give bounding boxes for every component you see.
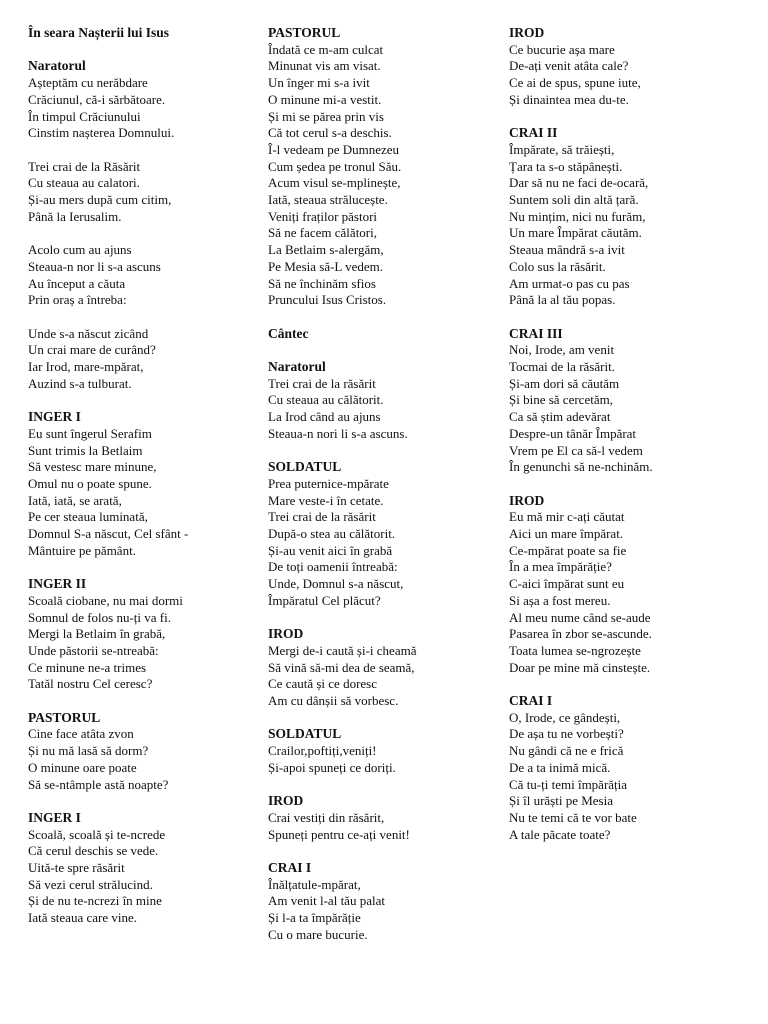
section-crai-iii <box>509 326 749 476</box>
text-column-3 <box>509 25 749 843</box>
verse-line: Al meu nume când se-aude <box>509 609 651 625</box>
verse-line: Mergi de-i caută și-i cheamă <box>268 642 417 658</box>
verse-line: Am venit l-al tău palat <box>268 893 385 909</box>
section-heading: CRAI I <box>268 860 312 876</box>
verse-line: Tocmai de la răsărit. <box>509 359 615 375</box>
column-2-sections <box>268 25 508 944</box>
verse-line: Și dinaintea mea du-te. <box>509 91 629 107</box>
verse-line: Toata lumea se-ngrozește <box>509 642 641 658</box>
verse-line: Înălțatule-mpărat, <box>268 876 361 892</box>
verse-line: Împărate, să trăiești, <box>509 141 615 157</box>
verse-line: De a ta inimă mică. <box>509 759 611 775</box>
verse-line: Să vezi cerul strălucind. <box>28 876 153 892</box>
verse-line: Colo sus la răsărit. <box>509 258 606 274</box>
verse-line: Si așa a fost mereu. <box>509 592 611 608</box>
verse-line: Ce-mpărat poate sa fie <box>509 542 627 558</box>
verse-line: Steaua-n nor li s-a ascuns <box>28 258 161 274</box>
section-irod <box>509 25 749 109</box>
verse-line: O minune oare poate <box>28 759 137 775</box>
section-heading: SOLDATUL <box>268 726 342 742</box>
section-stanza <box>28 326 268 393</box>
verse-line: Domnul S-a născut, Cel sfânt - <box>28 526 189 542</box>
section-heading: IROD <box>509 492 545 508</box>
section-pastorul <box>28 710 268 794</box>
verse-line: Și-au mers după cum citim, <box>28 192 172 207</box>
verse-line: Unde păstorii se-ntreabă: <box>28 642 159 658</box>
verse-line: Sunt trimis la Betlaim <box>28 442 143 458</box>
section-crai-i <box>509 693 749 843</box>
verse-line: Că tot cerul s-a deschis. <box>268 125 392 141</box>
verse-line: Un înger mi s-a ivit <box>268 75 370 91</box>
verse-line: Până la Ierusalim. <box>28 208 122 224</box>
verse-line: Mântuire pe pământ. <box>28 542 136 558</box>
verse-line: Până la al tău popas. <box>509 292 616 308</box>
verse-line: O, Irode, ce gândești, <box>509 709 621 725</box>
verse-line: Crai vestiți din răsărit, <box>268 809 385 825</box>
verse-line: Scoală ciobane, nu mai dormi <box>28 592 183 608</box>
section-heading: PASTORUL <box>268 25 341 40</box>
verse-line: Să vestesc mare minune, <box>28 459 157 475</box>
verse-line: Cum ședea pe tronul Său. <box>268 158 402 174</box>
verse-line: Am urmat-o pas cu pas <box>509 275 630 291</box>
verse-line: Și-apoi spuneți ce doriți. <box>268 759 396 775</box>
verse-line: Iar Irod, mare-mpărat, <box>28 359 144 374</box>
verse-line: Cu o mare bucurie. <box>268 926 368 942</box>
column-1-sections <box>28 58 268 926</box>
verse-line: A tale păcate toate? <box>509 826 611 842</box>
verse-line: Omul nu o poate spune. <box>28 475 152 491</box>
verse-line: Nu te temi că te vor bate <box>509 809 637 825</box>
verse-line: Veniți fraților păstori <box>268 208 378 224</box>
verse-line: Prea puternice-mpărate <box>268 475 389 491</box>
section-pastorul <box>268 25 508 309</box>
verse-line: Și de nu te-ncrezi în mine <box>28 893 162 909</box>
verse-line: Iată, steaua strălucește. <box>268 192 388 208</box>
verse-line: Crăciunul, că-i sărbătoare. <box>28 91 166 107</box>
verse-line: Cinstim nașterea Domnului. <box>28 125 175 141</box>
section-inger-i <box>28 409 268 559</box>
verse-line: Nu mințim, nici nu furăm, <box>509 208 646 224</box>
section-heading: PASTORUL <box>28 709 101 725</box>
verse-line: Și mi se părea prin vis <box>268 108 384 124</box>
verse-line: Ce bucurie așa mare <box>509 41 615 57</box>
verse-line: Să ne facem călători, <box>268 225 377 241</box>
section-cantec <box>268 326 508 343</box>
verse-line: Și nu mă lasă să dorm? <box>28 743 149 759</box>
verse-line: Pe Mesia să-L vedem. <box>268 258 384 274</box>
verse-line: Trei crai de la răsărit <box>268 509 376 525</box>
verse-line: Mare veste-i în cetate. <box>268 492 384 508</box>
verse-line: Să ne închinăm sfios <box>268 275 376 291</box>
verse-line: După-o stea au călătorit. <box>268 526 396 542</box>
verse-line: Pe cer steaua luminată, <box>28 509 148 525</box>
verse-line: Țara ta s-o stăpânești. <box>509 158 623 174</box>
verse-line: Iată, iată, se arată, <box>28 492 122 508</box>
verse-line: Suntem soli din altă țară. <box>509 192 639 208</box>
verse-line: Pruncului Isus Cristos. <box>268 292 387 308</box>
section-naratorul <box>268 359 508 443</box>
verse-line: Unde, Domnul s-a născut, <box>268 576 404 592</box>
verse-line: Prin oraș a întreba: <box>28 292 127 308</box>
section-naratorul <box>28 58 268 142</box>
section-heading: Naratorul <box>268 359 326 375</box>
section-heading: CRAI III <box>509 325 563 341</box>
verse-line: Î-l vedeam pe Dumnezeu <box>268 141 400 157</box>
verse-line: Și-au venit aici în grabă <box>268 542 393 558</box>
section-soldatul <box>268 459 508 609</box>
verse-line: Somnul de folos nu-ți va fi. <box>28 609 171 625</box>
section-heading: INGER II <box>28 576 87 592</box>
verse-line: Minunat vis am visat. <box>268 58 381 74</box>
verse-line: Doar pe mine mă cinstește. <box>509 659 651 675</box>
verse-line: Ca să știm adevărat <box>509 409 611 425</box>
section-heading: CRAI I <box>509 693 553 709</box>
verse-line: În timpul Crăciunului <box>28 108 141 124</box>
verse-line: Eu mă mir c-ați căutat <box>509 509 625 525</box>
section-soldatul <box>268 726 508 776</box>
verse-line: Un mare Împărat căutăm. <box>509 225 642 241</box>
verse-line: Îndată ce m-am culcat <box>268 41 384 57</box>
verse-line: Tatăl nostru Cel ceresc? <box>28 676 153 692</box>
verse-line: Iată steaua care vine. <box>28 910 137 926</box>
verse-line: Așteptăm cu nerăbdare <box>28 75 148 91</box>
section-heading: INGER I <box>28 409 81 425</box>
verse-line: Cine face atâta zvon <box>28 726 134 742</box>
verse-line: Crailor,poftiți,veniți! <box>268 743 377 759</box>
verse-line: Unde s-a născut zicând <box>28 325 149 341</box>
verse-line: Cu steaua au călătorit. <box>268 392 384 408</box>
verse-line: Să vină să-mi dea de seamă, <box>268 659 415 675</box>
verse-line: Și l-a ta împărăție <box>268 910 361 926</box>
verse-line: Trei crai de la răsărit <box>268 375 376 391</box>
verse-line: Ce caută și ce doresc <box>268 676 378 692</box>
verse-line: Vrem pe El ca să-l vedem <box>509 442 643 458</box>
column-3-sections <box>509 25 749 843</box>
verse-line: Cu steaua au calatori. <box>28 175 140 191</box>
section-inger-ii <box>28 576 268 693</box>
verse-line: Auzind s-a tulburat. <box>28 375 132 391</box>
verse-line: În a mea împărăție? <box>509 559 612 575</box>
verse-line: Aici un mare împărat. <box>509 526 624 542</box>
section-crai-i <box>268 860 508 944</box>
section-heading: IROD <box>509 25 545 40</box>
section-stanza <box>28 242 268 309</box>
section-heading: Naratorul <box>28 58 86 74</box>
verse-line: De așa tu ne vorbești? <box>509 726 624 742</box>
verse-line: Noi, Irode, am venit <box>509 342 615 358</box>
section-irod <box>268 626 508 710</box>
verse-line: C-aici împărat sunt eu <box>509 576 625 592</box>
verse-line: Mergi la Betlaim în grabă, <box>28 626 166 642</box>
verse-line: Și bine să cercetăm, <box>509 392 613 408</box>
verse-line: La Betlaim s-alergăm, <box>268 242 384 258</box>
section-crai-ii <box>509 125 749 309</box>
verse-line: De-ați venit atâta cale? <box>509 58 629 74</box>
section-heading: IROD <box>268 793 304 809</box>
verse-line: Să se-ntâmple astă noapte? <box>28 776 169 792</box>
verse-line: Acum visul se-mplinește, <box>268 175 401 191</box>
verse-line: La Irod când au ajuns <box>268 409 381 425</box>
section-irod <box>509 493 749 677</box>
section-stanza <box>28 159 268 226</box>
verse-line: Acolo cum au ajuns <box>28 242 132 258</box>
verse-line: Spuneți pentru ce-ați venit! <box>268 826 410 842</box>
verse-line: Că cerul deschis se vede. <box>28 843 159 859</box>
verse-line: Dar să nu ne faci de-ocară, <box>509 175 649 191</box>
verse-line: Am cu dânșii să vorbesc. <box>268 693 399 709</box>
verse-line: Ce ai de spus, spune iute, <box>509 75 641 91</box>
section-heading: Cântec <box>268 325 309 341</box>
verse-line: Și-am dori să căutăm <box>509 375 620 391</box>
verse-line: Ce minune ne-a trimes <box>28 659 147 675</box>
verse-line: O minune mi-a vestit. <box>268 91 382 107</box>
verse-line: Un crai mare de curând? <box>28 342 156 358</box>
verse-line: Uită-te spre răsărit <box>28 860 125 876</box>
verse-line: În genunchi să ne-nchinăm. <box>509 459 653 475</box>
text-column-1 <box>28 25 268 927</box>
section-heading: INGER I <box>28 809 81 825</box>
section-irod <box>268 793 508 843</box>
section-heading: SOLDATUL <box>268 459 342 475</box>
verse-line: Nu gândi că ne e frică <box>509 743 624 759</box>
verse-line: Că tu-ți temi împărăția <box>509 776 628 792</box>
section-heading: IROD <box>268 626 304 642</box>
verse-line: Au început a căuta <box>28 275 126 291</box>
section-heading: CRAI II <box>509 125 558 141</box>
verse-line: Împăratul Cel plăcut? <box>268 592 381 608</box>
verse-line: Steaua-n nori li s-a ascuns. <box>268 425 408 441</box>
verse-line: Și îl urăști pe Mesia <box>509 793 613 809</box>
verse-line: Trei crai de la Răsărit <box>28 158 141 174</box>
verse-line: Eu sunt îngerul Serafim <box>28 425 152 441</box>
section-inger-i <box>28 810 268 927</box>
verse-line: Steaua mândră s-a ivit <box>509 242 625 258</box>
verse-line: Scoală, scoală și te-ncrede <box>28 826 166 842</box>
verse-line: Pasarea în zbor se-ascunde. <box>509 626 652 642</box>
document-title: În seara Nașterii lui Isus <box>28 25 170 40</box>
verse-line: Despre-un tânăr Împărat <box>509 425 637 441</box>
text-column-2 <box>268 25 508 944</box>
verse-line: De toți oamenii întreabă: <box>268 559 398 575</box>
